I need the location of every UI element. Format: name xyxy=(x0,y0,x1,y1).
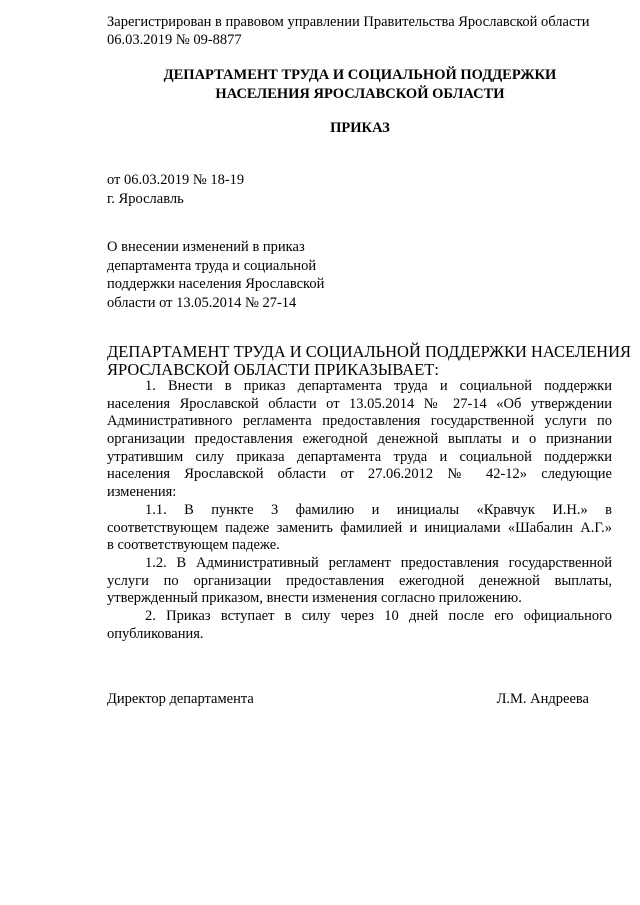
body-line: услуги по организации предоставления ежегодной денежной выплаты, xyxy=(107,572,612,589)
order-preamble xyxy=(107,342,631,379)
preamble-line: ЯРОСЛАВСКОЙ ОБЛАСТИ ПРИКАЗЫВАЕТ: xyxy=(107,360,439,379)
body-line: соответствующем падеже заменить фамилией и инициалами «Шабалин А.Г.» xyxy=(107,519,612,536)
body-line: утратившим силу приказа департамента труда и социальной поддержки xyxy=(107,448,612,465)
preamble-line: ДЕПАРТАМЕНТ ТРУДА И СОЦИАЛЬНОЙ ПОДДЕРЖКИ НАСЕЛЕНИЯ xyxy=(107,342,631,361)
body-line: утвержденный приказом, внести изменения согласно приложению. xyxy=(107,590,522,607)
order-city: г. Ярославль xyxy=(107,191,184,207)
department-header xyxy=(100,66,620,104)
body-line: 2. Приказ вступает в силу через 10 дней после его официального xyxy=(145,607,612,624)
signatory-name: Л.М. Андреева xyxy=(496,691,589,707)
body-line: 1.1. В пункте 3 фамилию и инициалы «Кравчук И.Н.» в xyxy=(145,501,612,518)
body-line: населения Ярославской области от 27.06.2012 № 42-12» следующие xyxy=(107,466,612,483)
body-line: в соответствующем падеже. xyxy=(107,537,280,554)
department-header-line-2: НАСЕЛЕНИЯ ЯРОСЛАВСКОЙ ОБЛАСТИ xyxy=(215,86,505,102)
order-body xyxy=(107,378,612,643)
signatory-position: Директор департамента xyxy=(107,691,254,707)
subject-line: О внесении изменений в приказ xyxy=(107,239,305,255)
body-line: Административного регламента предоставления государственной услуги по xyxy=(107,413,612,430)
subject-line: области от 13.05.2014 № 27-14 xyxy=(107,294,297,311)
body-line: населения Ярославской области от 13.05.2014 № 27-14 «Об утверждении xyxy=(107,395,612,412)
order-subject xyxy=(107,238,347,312)
order-date-number: от 06.03.2019 № 18-19 xyxy=(107,172,245,188)
body-line: 1. Внести в приказ департамента труда и социальной поддержки xyxy=(145,378,612,394)
order-details xyxy=(107,171,244,209)
body-line: организации предоставления ежегодной денежной выплаты и о признании xyxy=(107,431,612,448)
document-type-title: ПРИКАЗ xyxy=(330,120,390,136)
body-line: опубликования. xyxy=(107,625,204,642)
registration-line-1: Зарегистрирован в правовом управлении Правительства Ярославской области xyxy=(107,14,590,30)
registration-line-2: 06.03.2019 № 09-8877 xyxy=(107,32,242,48)
subject-line: департамента труда и социальной xyxy=(107,257,317,274)
subject-line: поддержки населения Ярославской xyxy=(107,276,325,292)
department-header-line-1: ДЕПАРТАМЕНТ ТРУДА И СОЦИАЛЬНОЙ ПОДДЕРЖКИ xyxy=(163,67,557,83)
registration-stamp xyxy=(107,13,627,49)
body-line: изменения: xyxy=(107,484,177,501)
body-line: 1.2. В Административный регламент предоставления государственной xyxy=(145,554,612,571)
